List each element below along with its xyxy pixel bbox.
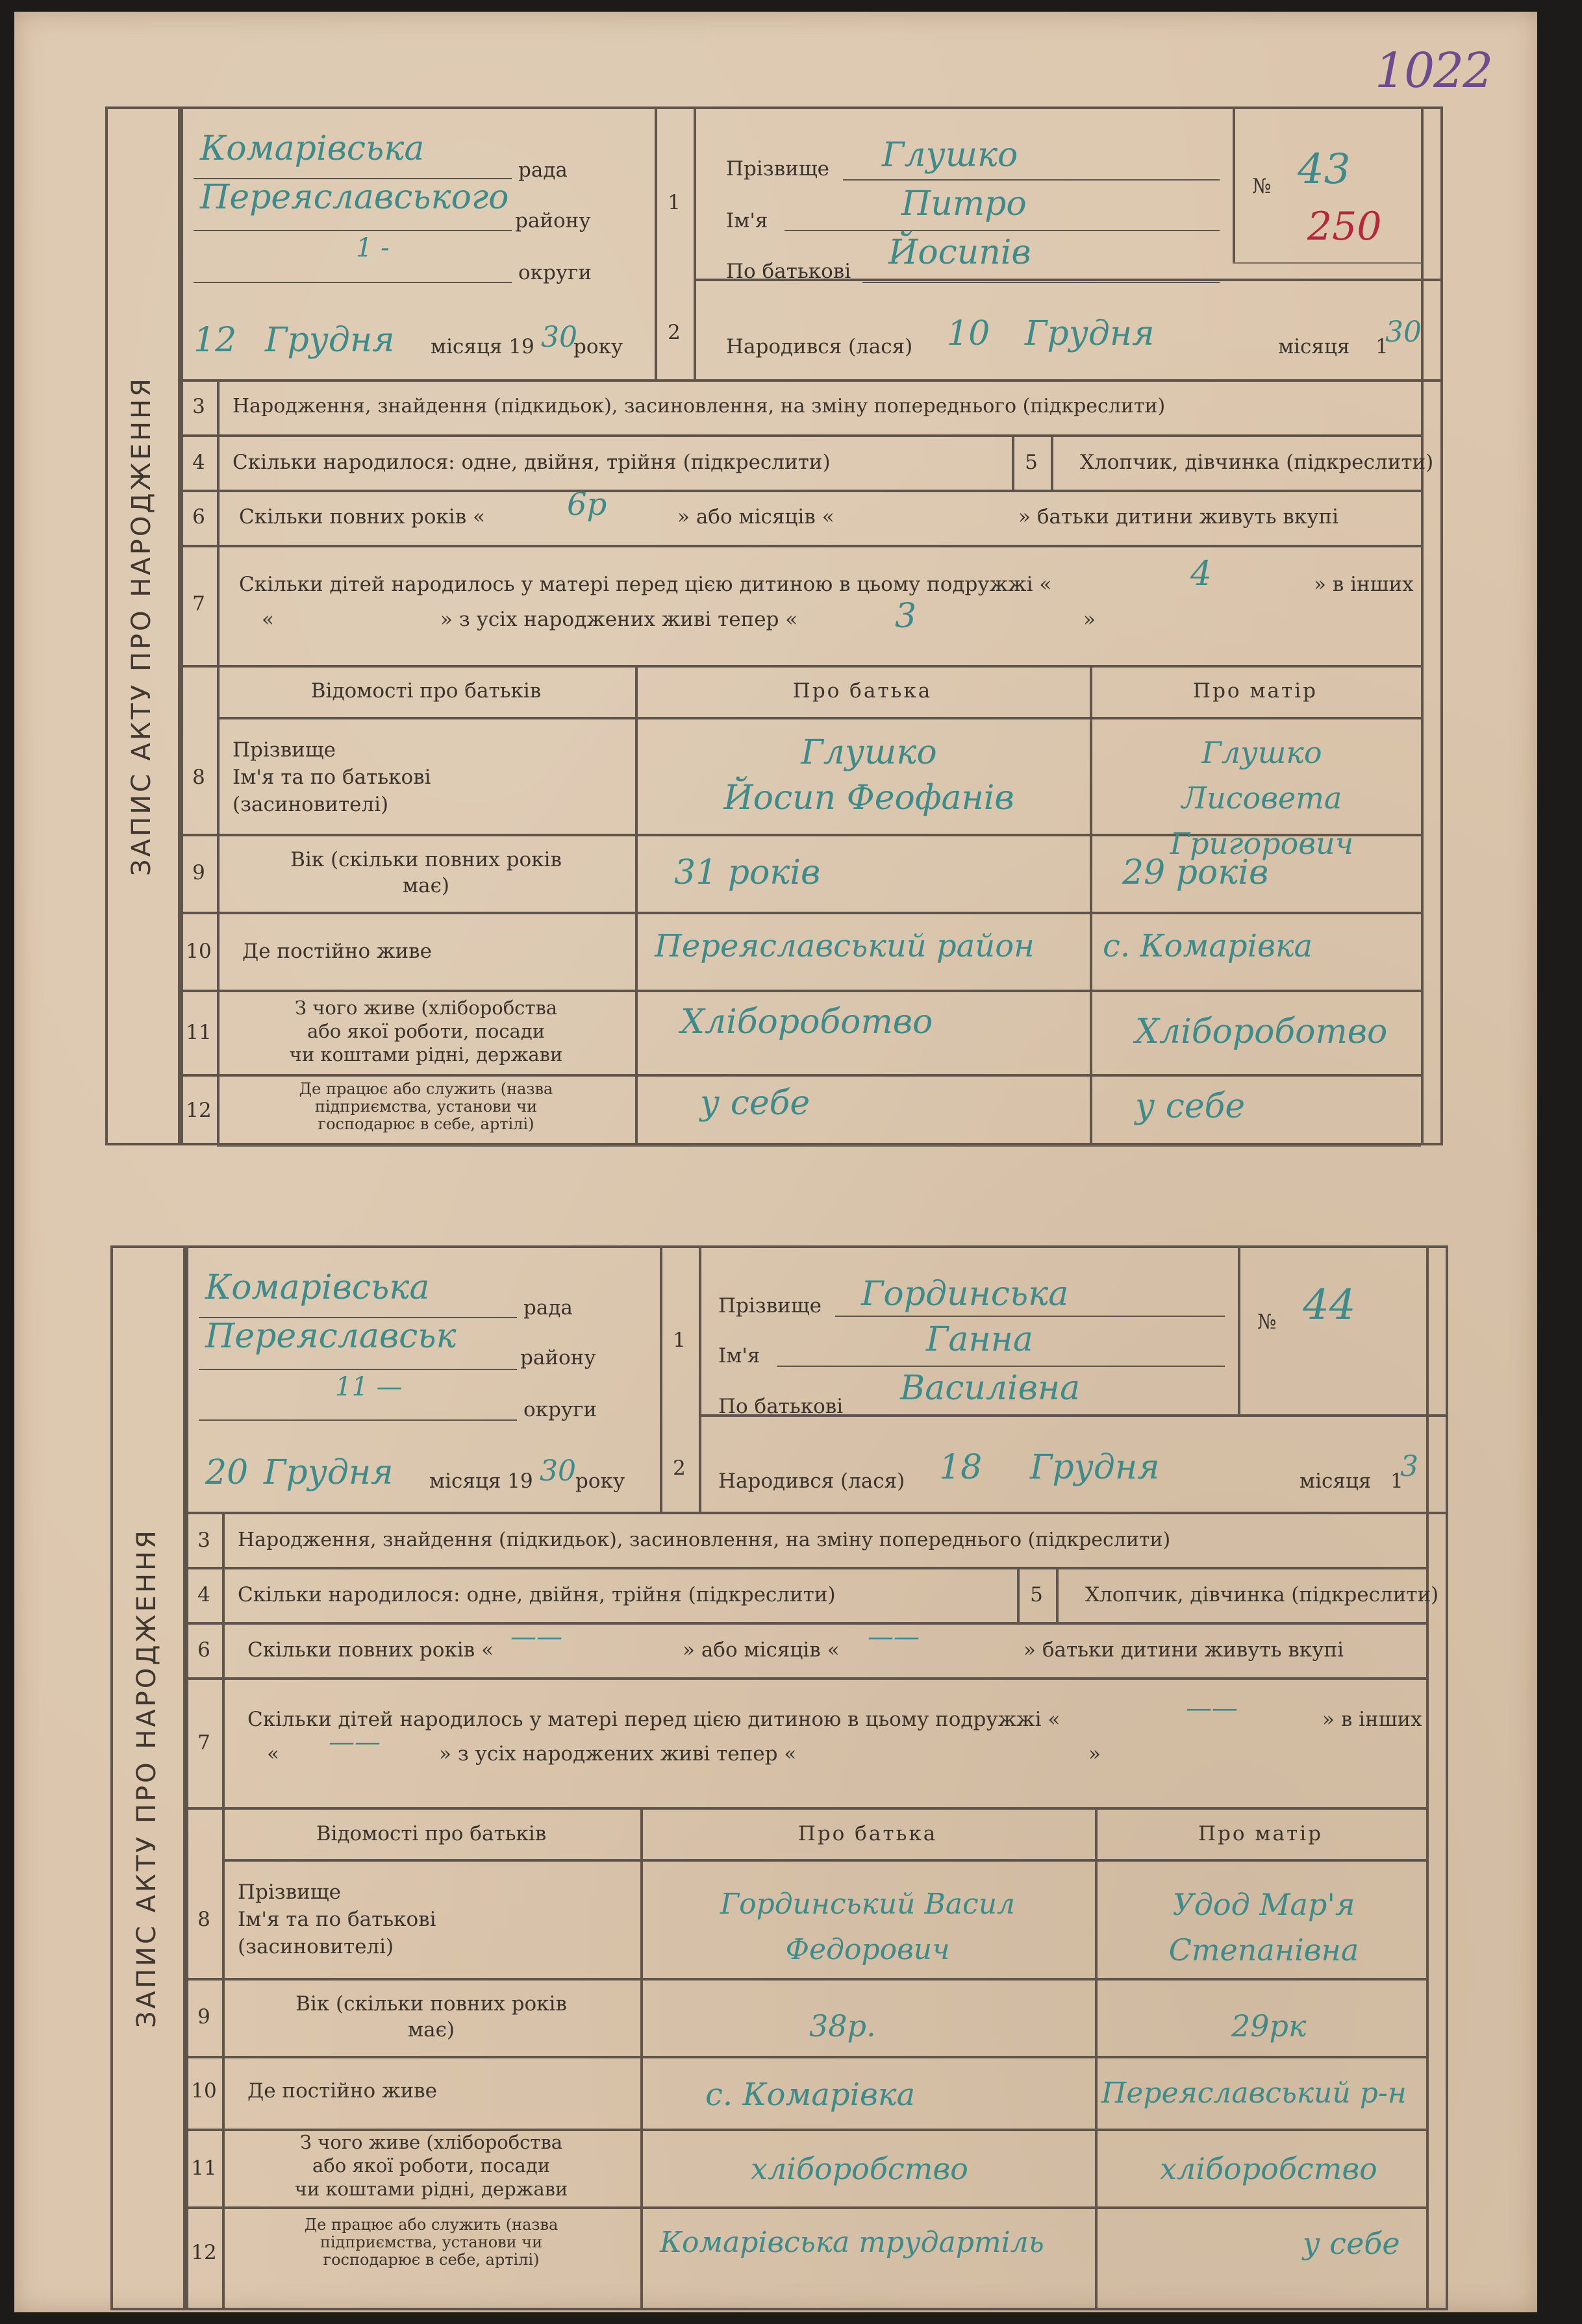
reg-day: 20 (205, 1453, 249, 1492)
birth-record-2: ЗАПИС АКТУ ПРО НАРОДЖЕННЯ Комарівська рада Переяславськ району 11 — округи 20 Грудня місяця 19 30 року 1 2 Прізвище Гординська Ім'я Ганна По батькові Василівна Народився (лася) 18 Грудня місяця 1 3 № 44 3 Народження, знайдення (підкидьок), засиновлення, на зміну попереднього (підкреслити) 4 Скільки народилося: одне, двійня, трійня (підкреслити) 5 Хлопчик, дівчинка (підкреслити) 6 Скільки повних років « —— » або місяців « —— » батьки дитини живуть вкупі 7 Скільки дітей народилось у матері перед цією дитиною в цьому подружжі « —— » в інших « —— » з усіх народжених живі тепер « » Відомості про батьків Про батька Про матір 8 Прізвище Ім'я та по батькові (засиновителі) Гординський Васил Федорович Удод Мар'я Степанівна 9 Вік (скільки повних років має) 38р. 29рк 10 Де постійно живе с. Комарівка Переяславський р-н 11 З чого живе (хліборобства або якої роботи, посади чи коштами рідні, держави хліборобство хліборобство 12 Де працює або служить (назва підприємства, установи чи господарює в себе, артілі) Комарівська трудартіль у себе (110, 1245, 1448, 2310)
birth-year: 3 (1400, 1450, 1418, 1483)
name-label: Ім'я (726, 209, 768, 232)
hdr-father: Про батька (792, 679, 933, 703)
document-sheet (14, 12, 1537, 2312)
children-before: 4 (1190, 555, 1212, 593)
row12-label: Де працює або служить (назва підприємства, установи чи господарює в себе, артілі) (299, 1080, 553, 1133)
row4-label: Скільки народилося: одне, двійня, трійня (підкреслити) (232, 451, 831, 474)
okruha-value: 1 - (356, 233, 390, 263)
mother-age: 29 років (1122, 853, 1269, 892)
mother-age: 29рк (1231, 2008, 1307, 2043)
father-name: Гординський Васил Федорович (720, 1888, 1016, 1966)
row9-label: Вік (скільки повних років має) (290, 848, 562, 897)
birth-month: Грудня (1025, 314, 1155, 353)
mother-workplace: у себе (1303, 2226, 1400, 2261)
okruha-value: 11 — (335, 1372, 403, 1402)
children-before: —— (1186, 1693, 1238, 1723)
father-age: 31 років (674, 853, 821, 892)
years-together: —— (510, 1622, 562, 1652)
reg-day: 12 (194, 321, 237, 360)
side-title: ЗАПИС АКТУ ПРО НАРОДЖЕННЯ (105, 106, 181, 1145)
reg-year-label: року (573, 335, 623, 358)
months-together: —— (868, 1622, 920, 1652)
birth-record-1: ЗАПИС АКТУ ПРО НАРОДЖЕННЯ Комарівська рада Переяславського району 1 - округи 12 Грудня місяця 19 30 року 1 2 Прізвище Глушко Ім'я Питро По батькові Йосипів Народився (лася) 10 Грудня місяця 1 30 № 43 250 3 Народження, знайдення (підкидьок), засиновлення, на зміну попереднього (підкреслити) 4 Скільки народилося: одне, двійня, трійня (підкреслити) 5 Хлопчик, дівчинка (підкреслити) 6 Скільки повних років « 6р » або місяців « » батьки дитини живуть вкупі 7 Скільки дітей народилось у матері перед цією дитиною в цьому подружжі « 4 » в інших « » з усіх народжених живі тепер « 3 » Відомості про батьків Про батька Про матір 8 Прізвище Ім'я та по батькові (засиновителі) Глушко Йосип Феофанів Глушко Лисовета Григорович 9 Вік (скільки повних років має) 31 років 29 років 10 Де постійно живе Переяславський район с. Комарівка 11 З чого живе (хліборобства або якої роботи, посади чи коштами рідні, держави Хлібороботво Хлібороботво 12 Де працює або служить (назва підприємства, установи чи господарює в себе, артілі) у себе у себе (105, 106, 1443, 1145)
row3-label: Народження, знайдення (підкидьок), засиновлення, на зміну попереднього (підкреслити) (232, 395, 1166, 418)
record-number: 43 (1298, 145, 1351, 194)
mother-name: Глушко Лисовета Григорович (1170, 735, 1354, 861)
father-occupation: Хлібороботво (681, 1003, 933, 1042)
row7-label-a: Скільки дітей народилось у матері перед цією дитиною в цьому подружжі « (239, 573, 1052, 596)
reg-month: Грудня (265, 321, 395, 360)
record-number-red: 250 (1307, 204, 1382, 249)
father-age: 38р. (809, 2008, 876, 2043)
children-alive: 3 (895, 597, 917, 636)
birth-year: 30 (1385, 316, 1422, 349)
birth-month: Грудня (1030, 1448, 1160, 1487)
rada-value: Комарівська (205, 1268, 430, 1307)
birth-day: 10 (947, 314, 990, 353)
raion-value: Переяславського (200, 178, 509, 217)
reg-month-label: місяця 19 (431, 335, 534, 358)
child-surname: Гординська (861, 1275, 1069, 1314)
child-surname: Глушко (882, 136, 1018, 175)
father-name: Глушко Йосип Феофанів (723, 733, 1014, 818)
hdr-mother: Про матір (1193, 679, 1318, 703)
mother-residence: Переяславський р-н (1101, 2077, 1407, 2110)
years-together: 6р (567, 486, 607, 523)
father-workplace: у себе (700, 1084, 810, 1123)
mother-name: Удод Мар'я Степанівна (1168, 1887, 1359, 1968)
father-residence: с. Комарівка (705, 2077, 916, 2113)
children-other: —— (329, 1727, 381, 1757)
row8-label: Прізвище Ім'я та по батькові (засиновителі) (232, 738, 431, 816)
child-name: Ганна (926, 1320, 1033, 1359)
father-residence: Переяславський район (655, 928, 1035, 964)
father-occupation: хліборобство (751, 2151, 968, 2186)
record-number: 44 (1303, 1281, 1356, 1329)
reg-year: 30 (541, 321, 577, 354)
rada-value: Комарівська (200, 129, 425, 168)
surname-label: Прізвище (726, 157, 829, 181)
raion-label: району (515, 209, 591, 232)
mother-workplace: у себе (1135, 1087, 1246, 1126)
father-workplace: Комарівська трудартіль (660, 2226, 1044, 2259)
child-patronymic: Василівна (900, 1369, 1081, 1408)
okruha-label: округи (518, 261, 592, 284)
row11-label: З чого живе (хліборобства або якої роботи, посади чи коштами рідні, держави (289, 997, 563, 1066)
hdr-parents-info: Відомості про батьків (310, 679, 542, 703)
reg-month: Грудня (264, 1453, 394, 1492)
row6-label-a: Скільки повних років « (239, 505, 485, 529)
raion-value: Переяславськ (205, 1317, 457, 1356)
side-title: ЗАПИС АКТУ ПРО НАРОДЖЕННЯ (110, 1245, 186, 2310)
child-patronymic: Йосипів (888, 233, 1031, 272)
row5-label: Хлопчик, дівчинка (підкреслити) (1080, 451, 1434, 474)
born-label: Народився (лася) (726, 335, 913, 358)
reg-year: 30 (540, 1455, 576, 1488)
child-name: Питро (901, 184, 1027, 223)
rada-label: рада (518, 158, 568, 182)
archive-page-number: 1022 (1375, 43, 1492, 99)
mother-residence: с. Комарівка (1103, 928, 1313, 964)
record-no-label: № (1252, 175, 1272, 198)
patronymic-label: По батькові (726, 260, 851, 283)
mother-occupation: Хлібороботво (1135, 1012, 1388, 1051)
birth-day: 18 (939, 1448, 983, 1487)
row10-label: Де постійно живе (242, 940, 432, 963)
mother-occupation: хліборобство (1160, 2151, 1377, 2186)
